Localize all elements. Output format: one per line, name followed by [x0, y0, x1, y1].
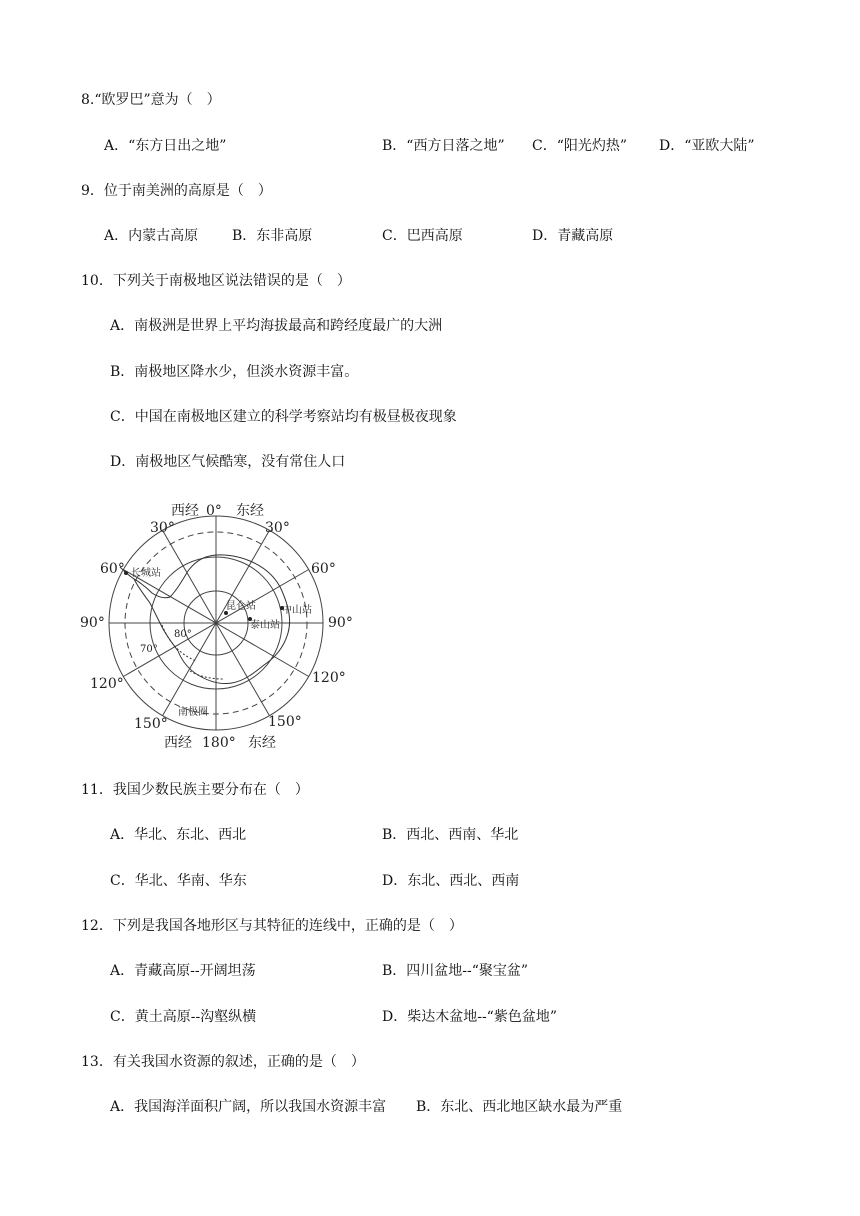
right-90-label: 90°	[328, 615, 353, 631]
zhongshan-station-label: 中山站	[282, 605, 312, 616]
map-grid	[109, 516, 323, 730]
question-9-option-a: A．内蒙古高原	[104, 228, 199, 244]
question-9-option-c: C．巴西高原	[382, 228, 463, 244]
question-13-option-b: B．东北、西北地区缺水最为严重	[416, 1099, 623, 1115]
question-11-option-d: D．东北、西北、西南	[382, 873, 520, 889]
question-13-stem: 13．有关我国水资源的叙述，正确的是（ ）	[81, 1054, 365, 1070]
question-12-option-a: A．青藏高原--开阔坦荡	[110, 963, 256, 979]
antarctica-polar-map	[78, 495, 368, 755]
meridian-lines	[109, 516, 323, 730]
question-12-stem: 12．下列是我国各地形区与其特征的连线中，正确的是（ ）	[81, 918, 463, 934]
question-10-stem: 10．下列关于南极地区说法错误的是（ ）	[81, 273, 351, 289]
question-8-option-c: C．“阳光灼热”	[532, 138, 628, 154]
question-10-option-a: A．南极洲是世界上平均海拔最高和跨经度最广的大洲	[110, 318, 443, 334]
bottom-east-label: 东经	[248, 735, 276, 751]
bottom-west-label: 西经	[164, 735, 192, 751]
question-11-option-a: A．华北、东北、西北	[110, 827, 247, 843]
question-10-option-c: C．中国在南极地区建立的科学考察站均有极昼极夜现象	[110, 409, 457, 425]
right-150-label: 150°	[268, 714, 302, 730]
left-150-label: 150°	[134, 716, 168, 732]
question-9-option-d: D．青藏高原	[532, 228, 614, 244]
question-8-option-d: D．“亚欧大陆”	[659, 138, 755, 154]
top-0-label: 0°	[206, 503, 222, 519]
question-9-stem: 9．位于南美洲的高原是（ ）	[81, 183, 272, 199]
left-90-label: 90°	[80, 615, 105, 631]
right-60-label: 60°	[311, 561, 336, 577]
antarctic-circle-label: 南极圈	[178, 707, 208, 718]
left-30-label: 30°	[150, 520, 175, 536]
right-120-label: 120°	[312, 670, 346, 686]
question-10-option-d: D．南极地区气候酷寒，没有常住人口	[110, 454, 346, 470]
left-60-label: 60°	[100, 561, 125, 577]
right-30-label: 30°	[265, 520, 290, 536]
left-120-label: 120°	[90, 676, 124, 692]
question-11-option-b: B．西北、西南、华北	[382, 827, 519, 843]
question-11-option-c: C．华北、华南、华东	[110, 873, 247, 889]
question-11-stem: 11．我国少数民族主要分布在（ ）	[81, 782, 309, 798]
taishan-station-label: 泰山站	[250, 620, 280, 631]
question-9-option-b: B．东非高原	[232, 228, 313, 244]
question-13-option-a: A．我国海洋面积广阔，所以我国水资源丰富	[110, 1099, 387, 1115]
top-west-label: 西经	[171, 503, 199, 519]
question-12-option-b: B．四川盆地--“聚宝盆”	[382, 963, 529, 979]
question-12-option-c: C．黄土高原--沟壑纵横	[110, 1009, 257, 1025]
ross-ice-shelf	[190, 671, 224, 679]
question-12-option-d: D．柴达木盆地--“紫色盆地”	[382, 1009, 557, 1025]
kunlun-station-label: 昆仑站	[226, 601, 256, 612]
latitude-label-70: 70°	[140, 644, 158, 655]
question-8-stem: 8.“欧罗巴”意为（ ）	[81, 92, 221, 108]
bottom-180-label: 180°	[202, 735, 236, 751]
top-east-label: 东经	[236, 503, 264, 519]
question-10-option-b: B．南极地区降水少，但淡水资源丰富。	[110, 364, 359, 380]
latitude-label-80: 80°	[174, 629, 192, 640]
great-wall-station-label: 长城站	[131, 568, 161, 579]
question-8-option-a: A．“东方日出之地”	[104, 138, 227, 154]
question-8-option-b: B．“西方日落之地”	[382, 138, 505, 154]
